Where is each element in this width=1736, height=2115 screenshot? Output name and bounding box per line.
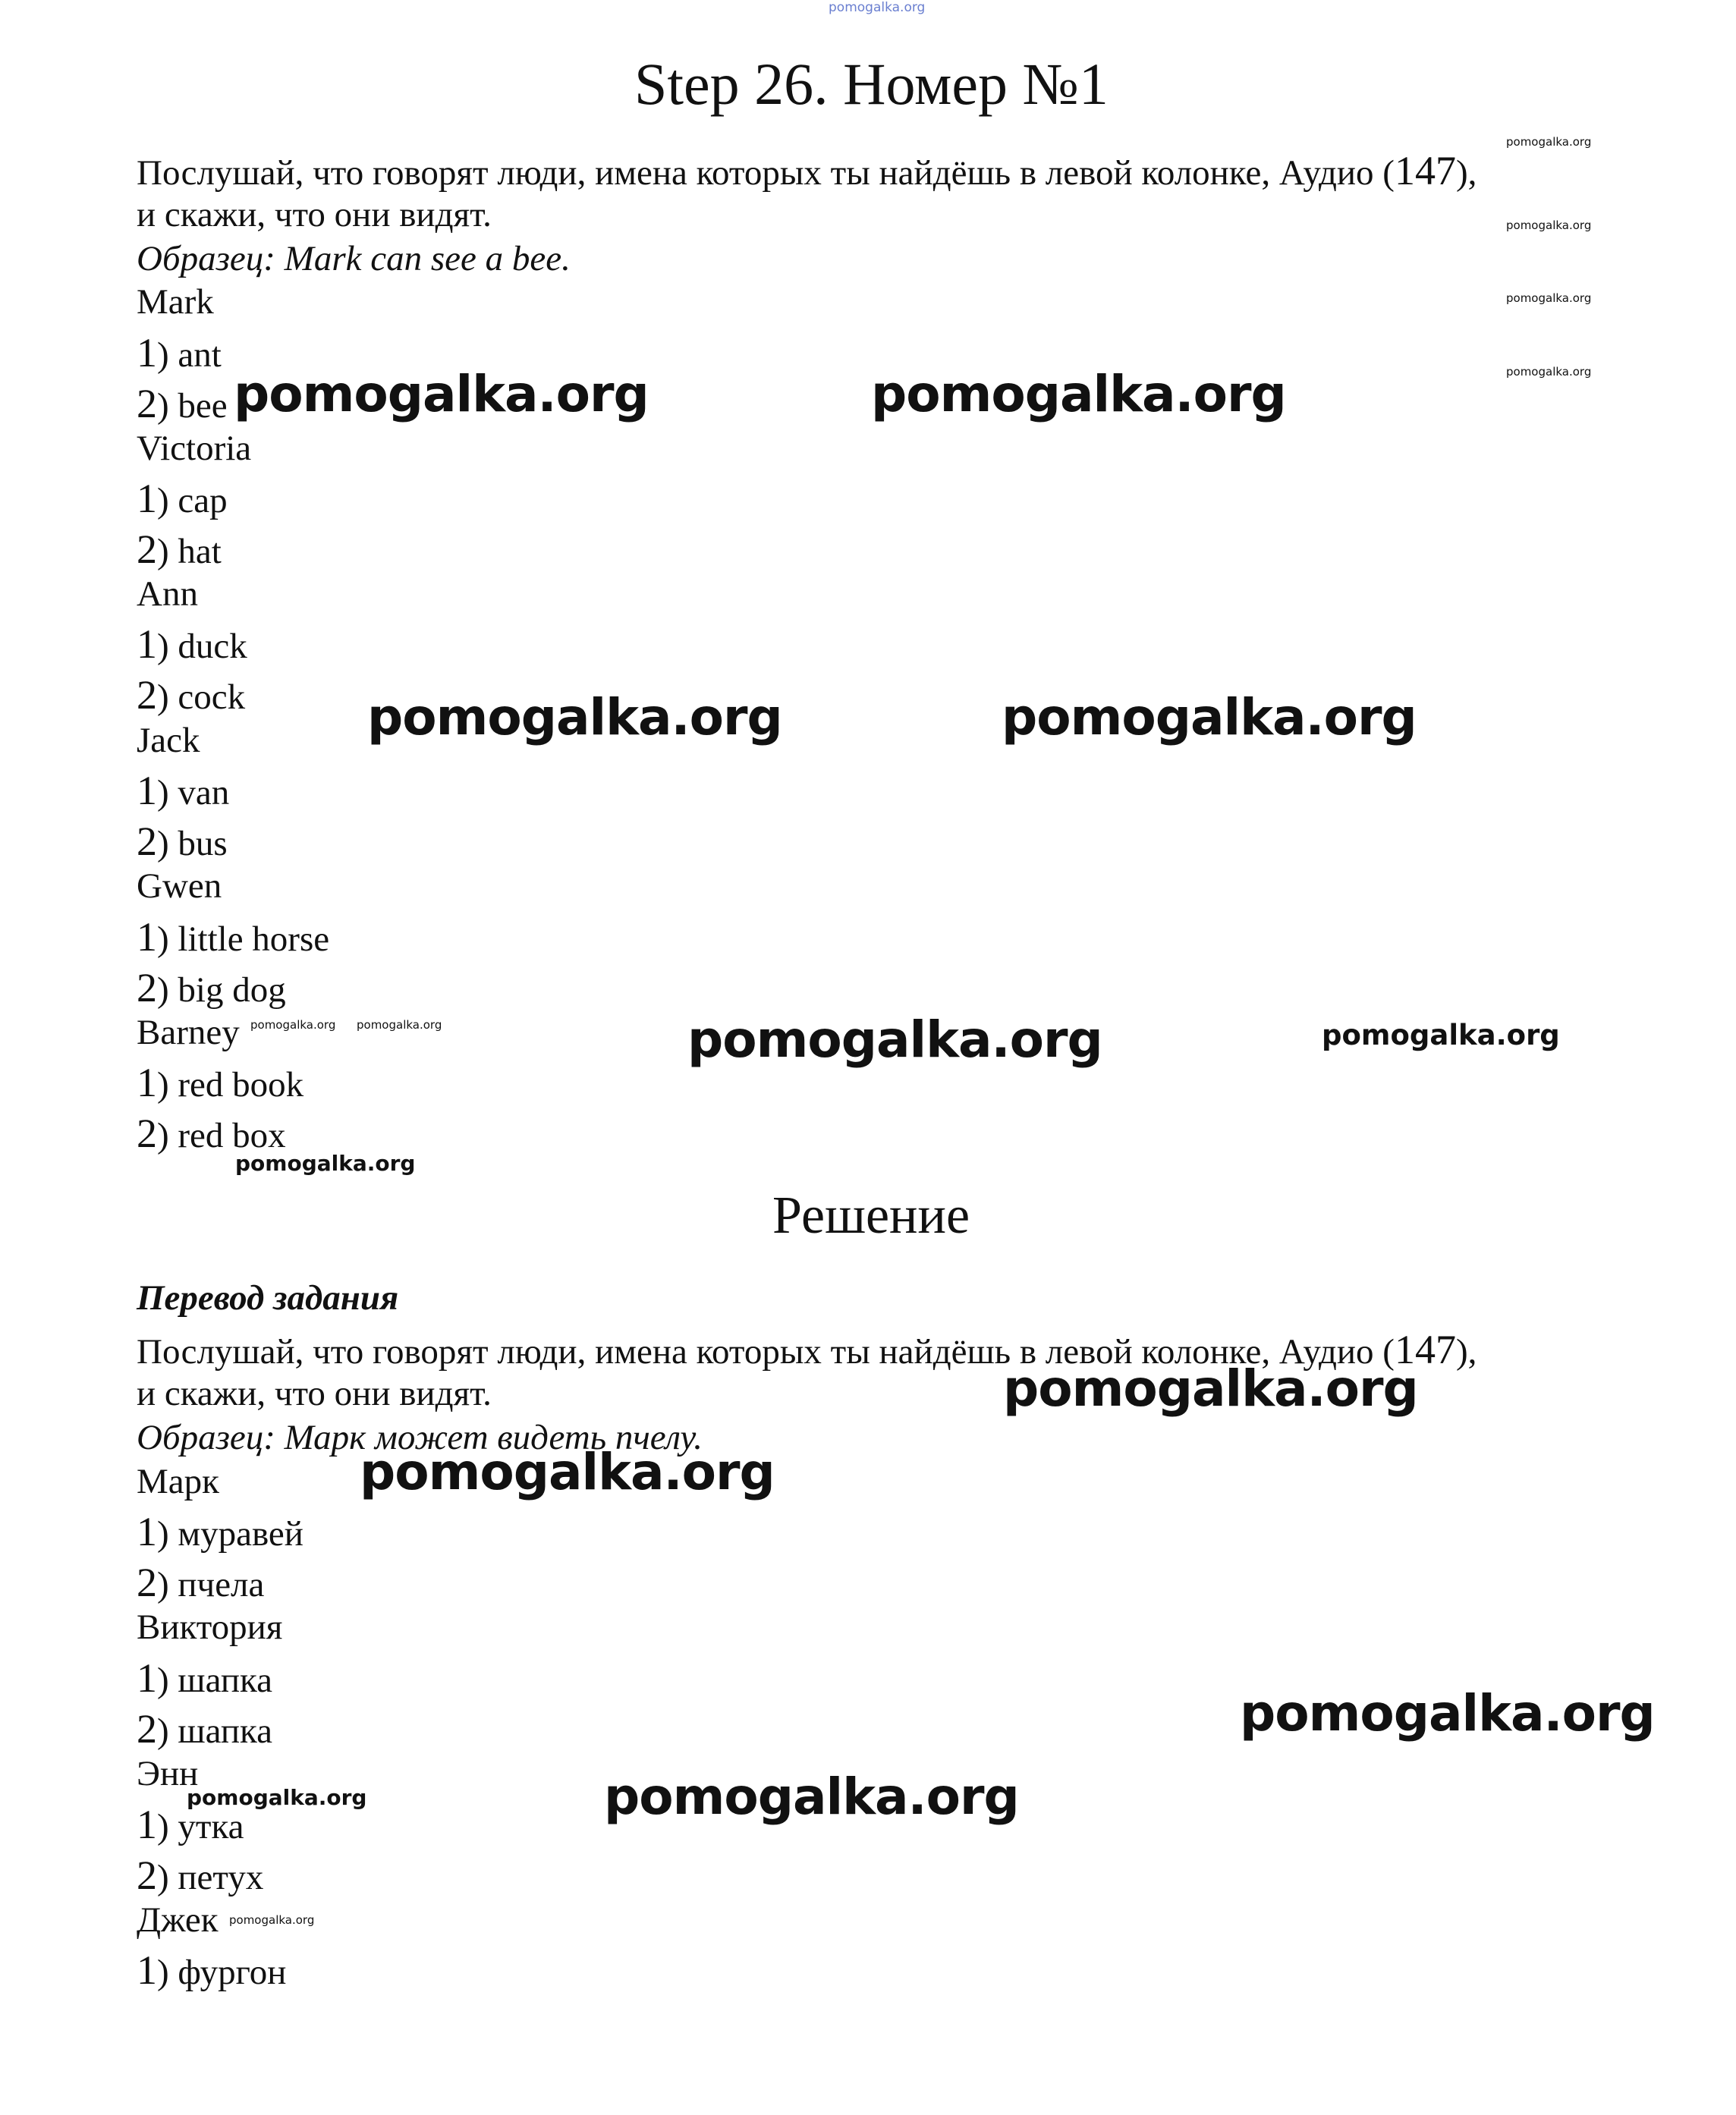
list-item: [137, 1562, 264, 1603]
task-line-1: [137, 150, 1477, 191]
watermark: pomogalka.org: [1322, 1019, 1560, 1051]
group-name-mark: Mark: [137, 282, 214, 322]
translation-line-1-end: ),: [1455, 1332, 1477, 1372]
item-number: 2: [137, 381, 157, 426]
group-name-ann-ru: Энн: [137, 1754, 199, 1793]
list-item: [137, 1855, 263, 1896]
list-item: [137, 1706, 272, 1752]
item-number: 2: [137, 526, 157, 572]
list-item: [137, 1113, 286, 1154]
task-line-1-text: Послушай, что говорят люди, имена которых ты найдёшь в левой колонке, Аудио (: [137, 153, 1395, 193]
item-text: ) bus: [157, 824, 228, 863]
task-line-2: и скажи, что они видят.: [137, 195, 492, 234]
watermark: pomogalka.org: [234, 365, 649, 423]
group-name-jack-ru: Джек: [137, 1900, 219, 1940]
list-item: [137, 383, 228, 424]
item-text: ) утка: [157, 1807, 244, 1846]
item-number: 1: [137, 476, 157, 521]
item-number: 2: [137, 819, 157, 864]
group-name-jack: Jack: [137, 721, 200, 760]
task-sample: Образец: Mark can see a bee.: [137, 239, 571, 278]
item-text: ) hat: [157, 532, 222, 571]
translation-heading: Перевод задания: [137, 1278, 399, 1318]
translation-sample: Образец: Марк может видеть пчелу.: [137, 1418, 703, 1457]
list-item: [137, 526, 222, 572]
list-item: [137, 821, 228, 862]
item-text: ) петух: [157, 1858, 264, 1897]
watermark: pomogalka.org: [229, 1913, 315, 1927]
item-number: 1: [137, 330, 157, 376]
item-number: 1: [137, 914, 157, 960]
item-text: ) bee: [157, 386, 228, 426]
group-name-ann: Ann: [137, 574, 198, 614]
watermark: pomogalka.org: [187, 1785, 367, 1810]
item-text: ) cap: [157, 481, 228, 520]
item-text: ) red book: [157, 1065, 304, 1105]
list-item: [137, 1804, 244, 1845]
group-name-barney: Barney: [137, 1013, 240, 1052]
item-text: ) big dog: [157, 970, 286, 1010]
item-number: 1: [137, 1060, 157, 1105]
watermark: pomogalka.org: [235, 1151, 416, 1176]
translation-line-1-text: Послушай, что говорят люди, имена которых ты найдёшь в левой колонке, Аудио (: [137, 1332, 1395, 1372]
item-text: ) пчела: [157, 1565, 265, 1604]
solution-heading: Решение: [772, 1186, 970, 1245]
watermark: pomogalka.org: [1003, 1359, 1418, 1418]
list-item: [137, 1655, 272, 1701]
item-number: 2: [137, 1560, 157, 1605]
item-number: 1: [137, 1947, 157, 1993]
watermark: pomogalka.org: [687, 1010, 1102, 1069]
item-number: 2: [137, 1853, 157, 1898]
watermark: pomogalka.org: [1002, 688, 1417, 746]
item-text: ) муравей: [157, 1514, 303, 1554]
list-item: [137, 1947, 287, 1993]
watermark: pomogalka.org: [367, 688, 782, 746]
watermark: pomogalka.org: [1506, 291, 1592, 305]
list-item: [137, 914, 330, 960]
item-text: ) van: [157, 773, 230, 812]
watermark: pomogalka.org: [1240, 1684, 1655, 1743]
task-line-1-end: ),: [1455, 153, 1477, 193]
watermark: pomogalka.org: [360, 1443, 775, 1501]
item-text: ) duck: [157, 627, 247, 666]
list-item: [137, 330, 222, 376]
translation-line-2: и скажи, что они видят.: [137, 1374, 492, 1413]
item-text: ) ant: [157, 335, 222, 375]
list-item: [137, 672, 246, 718]
group-name-mark-ru: Марк: [137, 1462, 219, 1501]
list-item: [137, 1062, 303, 1103]
item-text: ) little horse: [157, 919, 330, 959]
item-number: 2: [137, 965, 157, 1010]
item-text: ) шапка: [157, 1661, 272, 1700]
watermark: pomogalka.org: [357, 1018, 442, 1032]
watermark: pomogalka.org: [1506, 135, 1592, 149]
item-number: 1: [137, 1655, 157, 1701]
item-text: ) red box: [157, 1116, 286, 1155]
group-name-victoria: Victoria: [137, 429, 252, 468]
audio-number: 147: [1394, 148, 1456, 193]
item-number: 1: [137, 768, 157, 813]
header-watermark: pomogalka.org: [829, 0, 926, 15]
item-number: 2: [137, 1111, 157, 1156]
translation-audio-number: 147: [1394, 1327, 1456, 1372]
list-item: [137, 770, 229, 811]
watermark: pomogalka.org: [604, 1768, 1019, 1826]
list-item: [137, 478, 228, 519]
item-text: ) фургон: [157, 1953, 287, 1992]
watermark: pomogalka.org: [250, 1018, 336, 1032]
group-name-gwen: Gwen: [137, 866, 222, 906]
watermark: pomogalka.org: [871, 365, 1286, 423]
group-name-victoria-ru: Виктория: [137, 1607, 283, 1647]
list-item: [137, 621, 247, 667]
item-number: 2: [137, 1706, 157, 1752]
item-text: ) шапка: [157, 1711, 272, 1751]
item-number: 2: [137, 672, 157, 718]
watermark: pomogalka.org: [1506, 365, 1592, 379]
watermark: pomogalka.org: [1506, 218, 1592, 232]
item-text: ) cock: [157, 677, 246, 717]
list-item: [137, 967, 286, 1008]
list-item: [137, 1511, 303, 1552]
page-title: Step 26. Номер №1: [634, 51, 1109, 117]
item-number: 1: [137, 621, 157, 667]
item-number: 1: [137, 1509, 157, 1554]
item-number: 1: [137, 1802, 157, 1847]
